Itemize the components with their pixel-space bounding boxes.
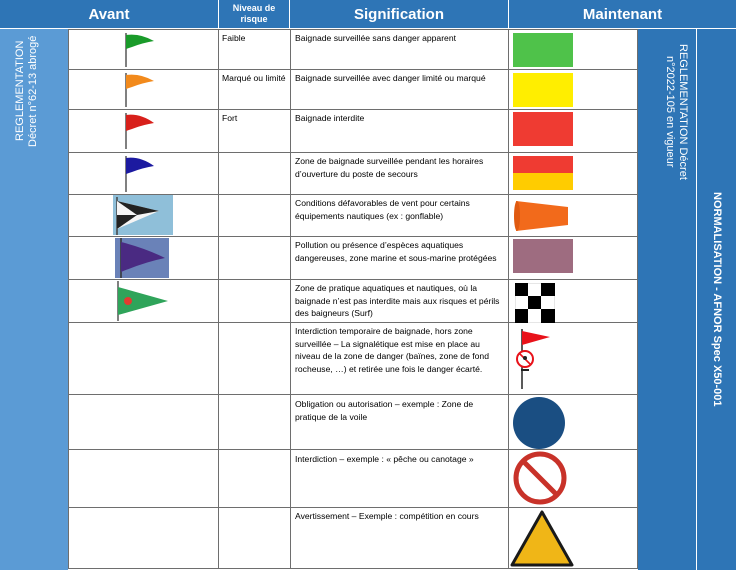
row-divider [68, 507, 638, 508]
left-band-label: REGLEMENTATION Décret n°62-13 abrogé [14, 35, 39, 147]
header-niveau [219, 0, 289, 28]
red-yellow-flag-swatch [513, 156, 573, 190]
signification-row-9: Obligation ou autorisation – exemple : Zone de pratique de la voile [295, 399, 474, 422]
signification-row-7: Zone de pratique aquatiques et nautiques, où la baignade n’est pas interdite mais aux risques et périls des baigneurs (Surf) [295, 283, 500, 318]
left-band-lower [0, 153, 68, 570]
signification-row-1: Baignade surveillée sans danger apparent [295, 33, 457, 43]
signification-row-8: Interdiction temporaire de baignade, hors zone surveillée – La signalétique est mise en place au niveau de la zone de danger (baïnes, zone de fond rocheuse, …) et retirée une fois le danger écarté. [295, 326, 489, 374]
row-divider [68, 568, 638, 569]
signification-row-6: Pollution ou présence d’espèces aquatiques dangereuses, zone marine et sous-marine protégées [295, 240, 497, 263]
yellow-flag-swatch [513, 73, 573, 107]
column-divider [218, 29, 219, 569]
header-maintenant [509, 0, 736, 28]
signification-row-2: Baignade surveillée avec danger limité ou marqué [295, 73, 486, 83]
row-divider [68, 152, 638, 153]
blue-flag-icon [118, 154, 162, 192]
purple-flag-icon [115, 238, 169, 278]
right-band-decret-label: REGLEMENTATION Décret n°2022-105 en vigueur [664, 43, 689, 180]
right-band-decret [638, 29, 696, 194]
header-signification-label: Signification [354, 5, 444, 23]
no-swimming-sign-icon [512, 327, 556, 391]
signification-row-10: Interdiction – exemple : « pêche ou canotage » [295, 454, 474, 464]
blue-circle-sign-icon [512, 396, 568, 450]
row-divider [68, 109, 638, 110]
signification-row-4: Zone de baignade surveillée pendant les horaires d’ouverture du poste de secours [295, 156, 484, 179]
header-niveau-label: Niveau de risque [232, 3, 276, 24]
mauve-flag-swatch [513, 239, 573, 273]
green-triangle-flag-icon [114, 281, 170, 321]
header-maintenant-label: Maintenant [582, 5, 663, 23]
right-band-decret-lower [638, 194, 696, 570]
signification-row-5: Conditions défavorables de vent pour certains équipements nautiques (ex : gonflable) [295, 198, 470, 221]
warning-triangle-icon [510, 509, 574, 567]
signification-row-11: Avertissement – Exemple : compétition en cours [295, 511, 479, 521]
column-divider [290, 29, 291, 569]
niveau-row-2: Marqué ou limité [222, 73, 286, 83]
checkered-flag-icon [515, 283, 555, 323]
column-divider [637, 29, 638, 569]
red-flag-icon [118, 111, 162, 149]
header-signification [290, 0, 508, 28]
orange-windsock-icon [512, 197, 572, 235]
row-divider [68, 279, 638, 280]
prohibition-sign-icon [511, 451, 569, 505]
niveau-row-3: Fort [222, 113, 238, 123]
header-avant-label: Avant [88, 5, 130, 23]
left-band-regulation [0, 29, 68, 153]
column-divider [508, 29, 509, 569]
red-flag-swatch [513, 112, 573, 146]
row-divider [68, 236, 638, 237]
black-white-flag-icon [113, 195, 173, 235]
right-band-afnor [697, 29, 736, 570]
signification-row-3: Baignade interdite [295, 113, 365, 123]
row-divider [68, 69, 638, 70]
green-flag-icon [118, 31, 162, 67]
niveau-row-1: Faible [222, 33, 246, 43]
green-flag-swatch [513, 33, 573, 67]
header-avant [0, 0, 218, 28]
right-band-afnor-label: NORMALISATION - AFNOR Spec X50-001 [711, 192, 723, 407]
row-divider [68, 394, 638, 395]
row-divider [68, 29, 638, 30]
column-divider [68, 29, 69, 569]
orange-flag-icon [118, 71, 162, 107]
